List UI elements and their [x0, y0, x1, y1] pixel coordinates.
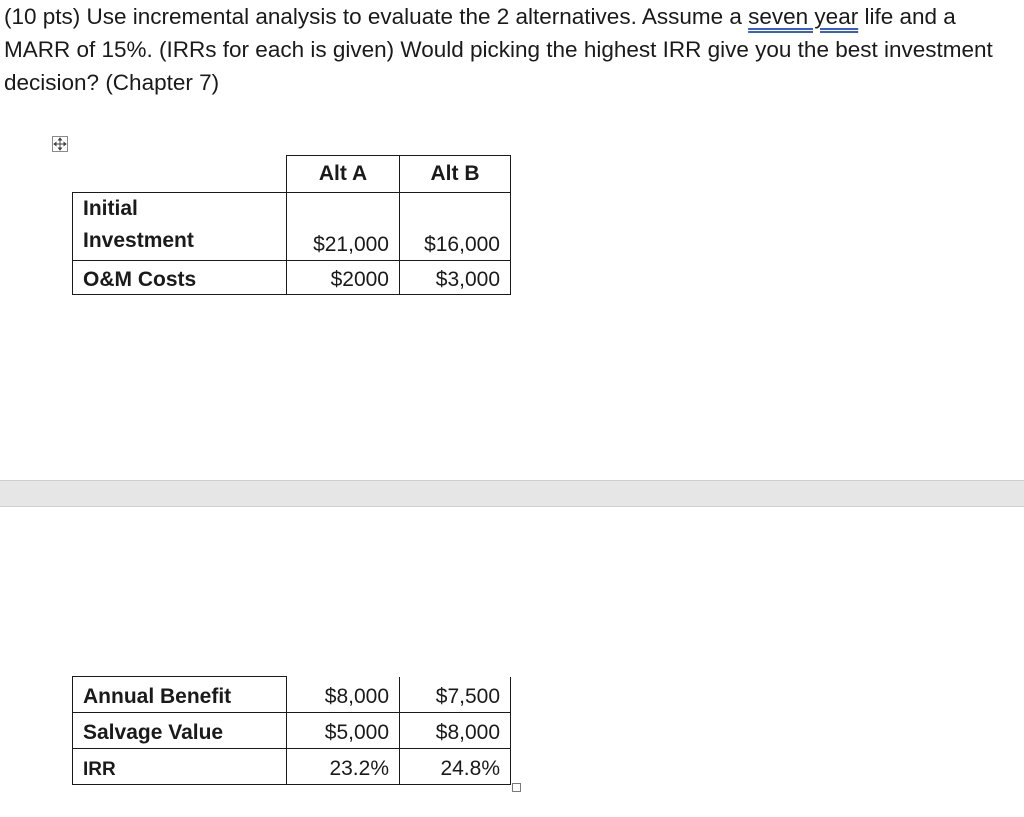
label-line-2: Investment — [83, 229, 194, 252]
label-line-1: Initial — [83, 197, 138, 220]
cell-salvage-value-alt-b[interactable]: $8,000 — [400, 713, 511, 749]
cell-irr-alt-b[interactable]: 24.8% — [400, 749, 511, 785]
cell-initial-investment-alt-b[interactable]: $16,000 — [400, 193, 511, 261]
table-row — [73, 261, 511, 295]
table-row — [73, 713, 511, 749]
header-corner-cell[interactable] — [73, 156, 287, 193]
row-label-salvage-value[interactable]: Salvage Value — [73, 713, 287, 749]
cell-salvage-value-alt-a[interactable]: $5,000 — [287, 713, 400, 749]
alternatives-table-top — [72, 155, 511, 295]
table-row — [73, 193, 511, 261]
table-move-icon[interactable] — [52, 136, 68, 152]
table-resize-icon[interactable] — [512, 783, 521, 792]
cell-irr-alt-a[interactable]: 23.2% — [287, 749, 400, 785]
table-row — [73, 749, 511, 785]
page-break-band — [0, 480, 1024, 507]
cell-annual-benefit-alt-a[interactable]: $8,000 — [287, 677, 400, 713]
question-text-end: life and a MARR of 15%. (IRRs for each is given) Would picking the highest IRR give you the best investment decision? (Chapter 7) — [4, 4, 993, 95]
cell-initial-investment-alt-a[interactable]: $21,000 — [287, 193, 400, 261]
header-alt-b[interactable]: Alt B — [400, 156, 511, 193]
table-header-row — [73, 156, 511, 193]
question-text-start: (10 pts) Use incremental analysis to evaluate the 2 alternatives. Assume a — [4, 4, 749, 29]
cell-om-costs-alt-b[interactable]: $3,000 — [400, 261, 511, 295]
row-label-annual-benefit[interactable]: Annual Benefit — [73, 677, 287, 713]
question-text — [4, 0, 1019, 99]
cell-om-costs-alt-a[interactable]: $2000 — [287, 261, 400, 295]
row-label-irr[interactable]: IRR — [73, 749, 287, 785]
underlined-phrase[interactable]: seven year — [748, 4, 859, 29]
cell-annual-benefit-alt-b[interactable]: $7,500 — [400, 677, 511, 713]
row-label-initial-investment[interactable] — [73, 193, 287, 261]
header-alt-a[interactable]: Alt A — [287, 156, 400, 193]
table-row — [73, 677, 511, 713]
row-label-om-costs[interactable]: O&M Costs — [73, 261, 287, 295]
alternatives-table-bottom — [72, 676, 511, 785]
